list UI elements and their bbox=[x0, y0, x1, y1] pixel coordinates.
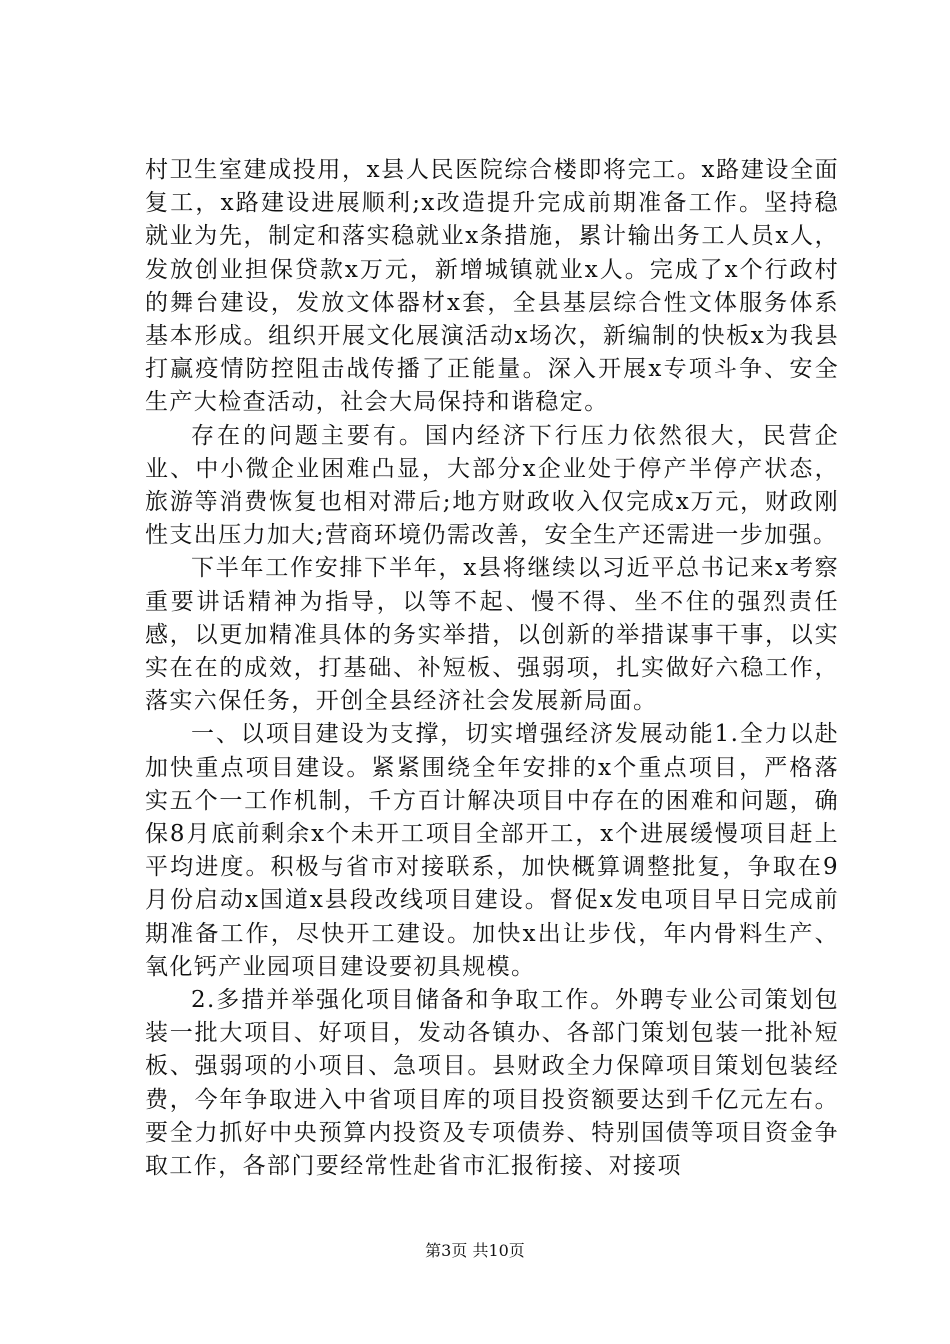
paragraph-problems: 存在的问题主要有。国内经济下行压力依然很大，民营企业、中小微企业困难凸显，大部分x企业处于停产半停产状态，旅游等消费恢复也相对滞后;地方财政收入仅完成x万元，财政刚性支出压力加大;营商环境仍需改善，安全生产还需进一步加强。 bbox=[145, 422, 839, 549]
page-footer: 第3页 共10页 bbox=[425, 1241, 525, 1260]
paragraph-second-half-plan: 下半年工作安排下半年，x县将继续以习近平总书记来x考察重要讲话精神为指导，以等不起、慢不得、坐不住的强烈责任感，以更加精准具体的务实举措，以创新的举措谋事干事，以实实在在的成效，打基础、补短板、强弱项，扎实做好六稳工作，落实六保任务，开创全县经济社会发展新局面。 bbox=[145, 555, 839, 715]
paragraph-item-two: 2.多措并举强化项目储备和争取工作。外聘专业公司策划包装一批大项目、好项目，发动各镇办、各部门策划包装一批补短板、强弱项的小项目、急项目。县财政全力保障项目策划包装经费，今年争取进入中省项目库的项目投资额要达到千亿元左右。要全力抓好中央预算内投资及专项债券、特别国债等项目资金争取工作，各部门要经常性赴省市汇报衔接、对接项 bbox=[145, 987, 839, 1180]
document-body bbox=[145, 154, 839, 1183]
paragraph-continued: 村卫生室建成投用，x县人民医院综合楼即将完工。x路建设全面复工，x路建设进展顺利;x改造提升完成前期准备工作。坚持稳就业为先，制定和落实稳就业x条措施，累计输出务工人员x人，发放创业担保贷款x万元，新增城镇就业x人。完成了x个行政村的舞台建设，发放文体器材x套，全县基层综合性文体服务体系基本形成。组织开展文化展演活动x场次，新编制的快板x为我县打赢疫情防控阻击战传播了正能量。深入开展x专项斗争、安全生产大检查活动，社会大局保持和谐稳定。 bbox=[145, 157, 839, 416]
paragraph-section-one: 一、以项目建设为支撑，切实增强经济发展动能1.全力以赴加快重点项目建设。紧紧围绕全年安排的x个重点项目，严格落实五个一工作机制，千方百计解决项目中存在的困难和问题，确保8月底前剩余x个未开工项目全部开工，x个进展缓慢项目赶上平均进度。积极与省市对接联系，加快概算调整批复，争取在9月份启动x国道x县段改线项目建设。督促x发电项目早日完成前期准备工作，尽快开工建设。加快x出让步伐，年内骨料生产、氧化钙产业园项目建设要初具规模。 bbox=[145, 721, 839, 980]
